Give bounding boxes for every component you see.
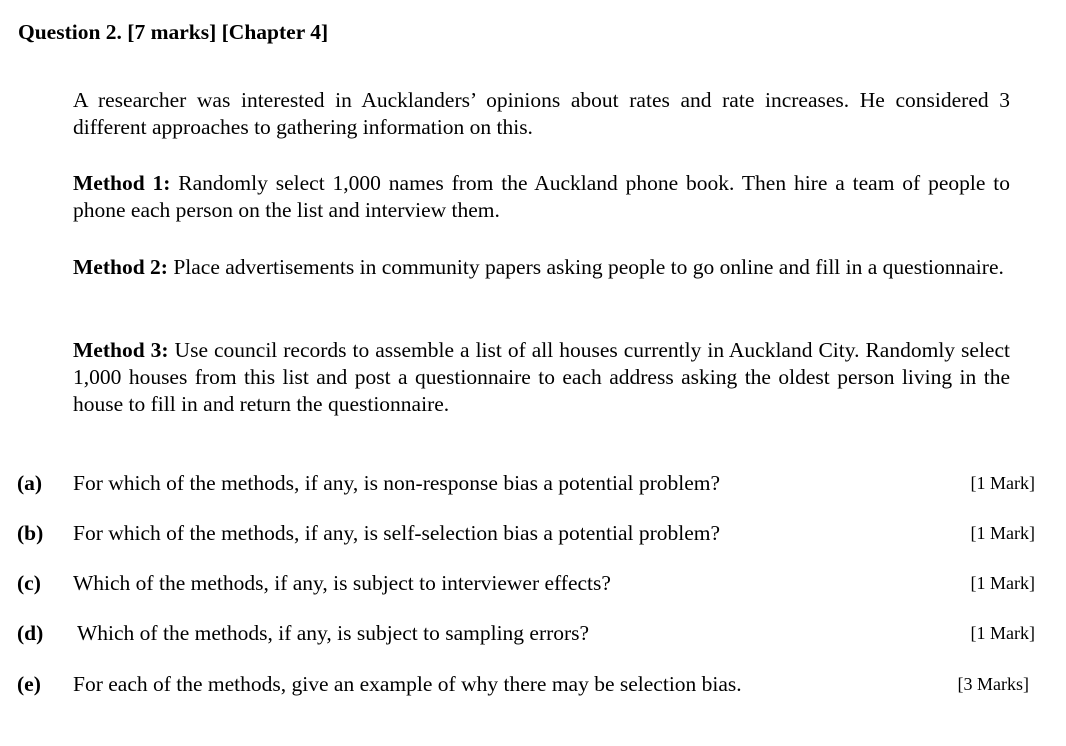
part-a-text: For which of the methods, if any, is non-response bias a potential problem? bbox=[73, 471, 721, 495]
method-1-text: Randomly select 1,000 names from the Auckland phone book. Then hire a team of people to phone each person on the list and interview them. bbox=[73, 171, 1010, 222]
part-c-text: Which of the methods, if any, is subject to interviewer effects? bbox=[73, 571, 611, 595]
part-a-marks: [1 Mark] bbox=[970, 473, 1035, 493]
part-d-marks: [1 Mark] bbox=[970, 623, 1035, 643]
intro-paragraph: A researcher was interested in Aucklanders’ opinions about rates and rate increases. He considered 3 different approaches to gathering information on this. bbox=[73, 88, 1010, 139]
part-e bbox=[0, 671, 1066, 698]
part-e-text: For each of the methods, give an example of why there may be selection bias. bbox=[73, 672, 742, 696]
part-d-text: Which of the methods, if any, is subject to sampling errors? bbox=[77, 621, 590, 645]
method-2-label: Method 2: bbox=[73, 255, 168, 279]
part-d-label: (d) bbox=[17, 621, 44, 645]
part-a-label: (a) bbox=[17, 471, 43, 495]
method-3-text: Use council records to assemble a list of all houses currently in Auckland City. Randomly select 1,000 houses from this list and post a questionnaire to each address asking the oldest person living in the house to fill in and return the questionnaire. bbox=[73, 338, 1010, 416]
method-2 bbox=[73, 254, 1010, 281]
method-3 bbox=[73, 337, 1010, 418]
part-a bbox=[0, 470, 1066, 497]
part-b-text: For which of the methods, if any, is self-selection bias a potential problem? bbox=[73, 521, 721, 545]
part-b bbox=[0, 520, 1066, 547]
method-1 bbox=[73, 170, 1010, 224]
method-2-text: Place advertisements in community papers asking people to go online and fill in a questionnaire. bbox=[167, 255, 1004, 279]
part-e-marks: [3 Marks] bbox=[957, 674, 1029, 694]
method-1-label: Method 1: bbox=[73, 171, 171, 195]
part-e-label: (e) bbox=[17, 672, 41, 696]
method-3-label: Method 3: bbox=[73, 338, 169, 362]
part-d bbox=[0, 620, 1066, 647]
part-c-label: (c) bbox=[17, 571, 41, 595]
part-b-label: (b) bbox=[17, 521, 44, 545]
part-b-marks: [1 Mark] bbox=[970, 523, 1035, 543]
part-c-marks: [1 Mark] bbox=[970, 573, 1035, 593]
question-title: Question 2. [7 marks] [Chapter 4] bbox=[18, 20, 329, 44]
part-c bbox=[0, 570, 1066, 597]
